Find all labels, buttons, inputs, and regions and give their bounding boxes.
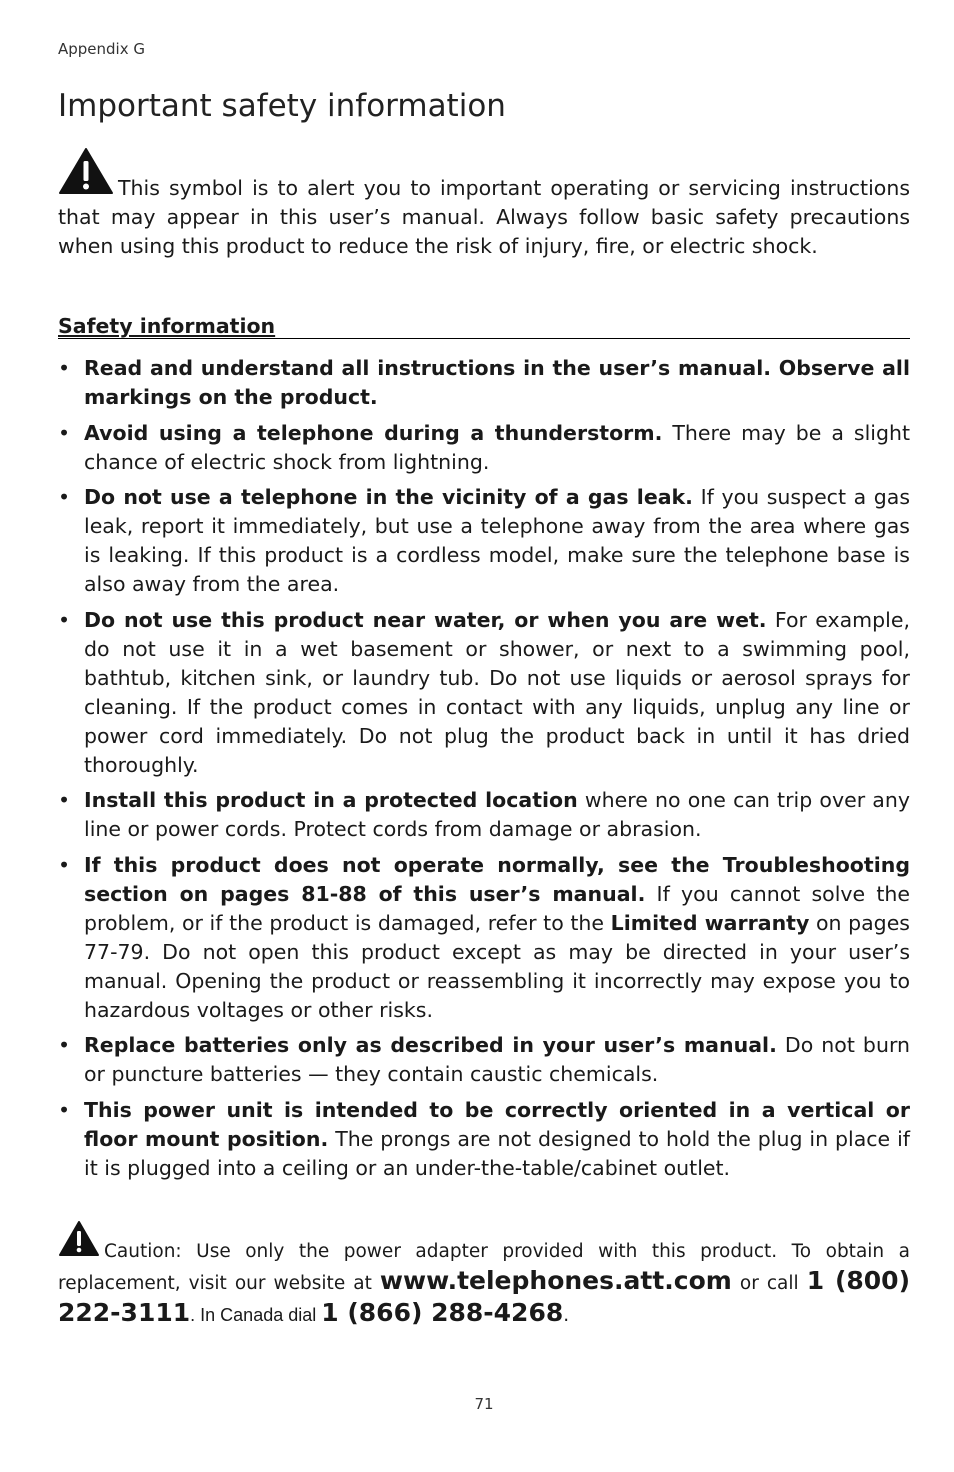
phone-us: 1 (800) 222-3111 bbox=[58, 1266, 910, 1327]
website-link[interactable]: www.telephones.att.com bbox=[379, 1266, 732, 1295]
warning-triangle-icon bbox=[58, 147, 114, 203]
list-item: • If this product does not operate normally, see the Troubleshooting section on pages 81-88 of this user’s manual. If you cannot solve the problem, or if the product is damaged, refer to the Limited warranty on pages 77-79. Do not open this product except as may be directed in your user’s manual. Opening the product or reassembling it incorrectly may expose you to hazardous voltages or other risks. bbox=[58, 852, 910, 1022]
safety-list bbox=[58, 354, 910, 1189]
section-heading: Safety information bbox=[58, 314, 910, 339]
list-item: • Replace batteries only as described in your user’s manual. Do not burn or puncture batteries — they contain caustic chemicals. bbox=[58, 1033, 911, 1086]
appendix-label: Appendix G bbox=[58, 40, 145, 58]
list-item: • This power unit is intended to be correctly oriented in a vertical or floor mount position. The prongs are not designed to hold the plug in place if it is plugged into a ceiling or an under-the-table/cabinet outlet. bbox=[58, 1097, 910, 1180]
bullet-icon: • bbox=[58, 356, 71, 380]
bullet-icon: • bbox=[58, 607, 71, 632]
bullet-icon: • bbox=[58, 420, 71, 445]
limited-warranty-ref: Limited warranty bbox=[610, 910, 810, 935]
bullet-icon: • bbox=[58, 1033, 71, 1057]
caution-paragraph: Caution: Use only the power adapter provided with this product. To obtain a replacement, visit our website at www.telephones.att.com or call 1 (800) 222-3111. In Canada dial 1 (866) 288-4268. bbox=[58, 1220, 910, 1330]
list-item: • Do not use this product near water, or when you are wet. For example, do not use it in a wet basement or shower, or next to a swimming pool, bathtub, kitchen sink, or laundry tub. Do not use liquids or aerosol sprays for cleaning. If the product comes in contact with any liquids, unplug any line or power cord immediately. Do not plug the product back in until it has dried thoroughly. bbox=[58, 607, 910, 777]
intro-text: This symbol is to alert you to important operating or servicing instructions that may appear in this user’s manual. Always follow basic safety precautions when using this product to reduce the risk of injury, fire, or electric shock. bbox=[58, 176, 910, 258]
bullet-icon: • bbox=[58, 852, 71, 877]
list-item: • Do not use a telephone in the vicinity of a gas leak. If you suspect a gas leak, report it immediately, but use a telephone away from the area where gas is leaking. If this product is a cordless model, make sure the telephone base is also away from the area. bbox=[58, 485, 910, 596]
list-item: • Read and understand all instructions in the user’s manual. Observe all markings on the product. bbox=[58, 356, 910, 409]
page-title: Important safety information bbox=[58, 88, 506, 124]
bullet-icon: • bbox=[58, 788, 71, 812]
bullet-icon: • bbox=[58, 1097, 71, 1122]
list-item: • Avoid using a telephone during a thunderstorm. There may be a slight chance of electric shock from lightning. bbox=[58, 420, 911, 474]
phone-canada: 1 (866) 288-4268 bbox=[321, 1298, 564, 1327]
bullet-icon: • bbox=[58, 485, 71, 509]
intro-paragraph bbox=[58, 147, 910, 261]
manual-page bbox=[58, 0, 910, 1472]
list-item: • Install this product in a protected location where no one can trip over any line or power cords. Protect cords from damage or abrasion. bbox=[58, 788, 910, 841]
page-number: 71 bbox=[474, 1395, 494, 1413]
caution-triangle-icon bbox=[58, 1220, 100, 1266]
